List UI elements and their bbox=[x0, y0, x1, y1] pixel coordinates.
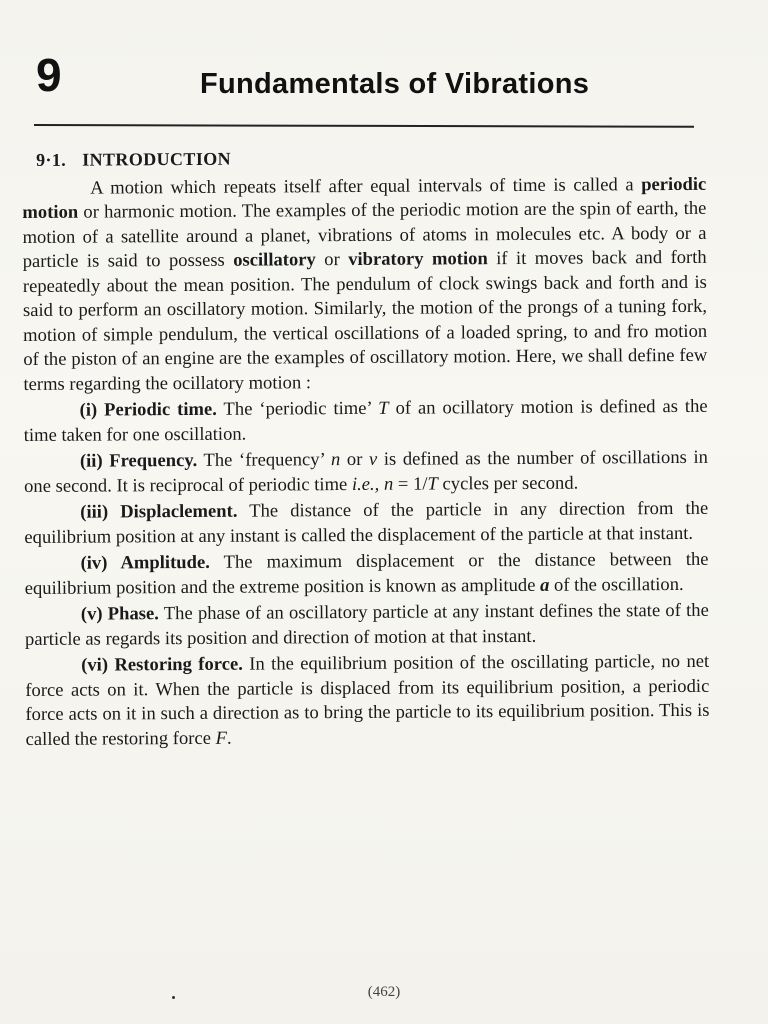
section-title: INTRODUCTION bbox=[82, 148, 232, 170]
print-speck bbox=[172, 996, 175, 999]
intro-text-2: or harmonic motion. The examples of the periodic motion are the spin of earth, the motion of a satellite around a planet, vibrations of atoms in molecules etc. A body or a particle is said to possess bbox=[22, 197, 707, 272]
equation-text: = 1/ bbox=[393, 473, 428, 495]
definition-term: (v) Phase. bbox=[80, 603, 159, 625]
term-periodic-motion: periodic motion bbox=[22, 173, 707, 223]
definition-text: The phase of an oscillatory particle at any instant defines the state of the particle as regards its position and direction of motion at that instant. bbox=[24, 599, 709, 650]
definition-term: (i) Periodic time. bbox=[79, 398, 217, 421]
variable-F: F bbox=[215, 727, 228, 749]
definition-text: The maximum displacement or the distance between the equilibrium position and the extreme position is known as amplitude bbox=[24, 548, 709, 599]
term-oscillatory: oscillatory bbox=[233, 249, 316, 271]
chapter-title: Fundamentals of Vibrations bbox=[200, 68, 590, 100]
definition-phase bbox=[25, 599, 709, 652]
definition-text: is defined as the number of oscillations in one second. It is reciprocal of periodic time bbox=[24, 446, 708, 497]
variable-n: n bbox=[330, 449, 341, 471]
definition-term: (ii) Frequency. bbox=[79, 449, 198, 472]
variable-T: T bbox=[378, 397, 389, 419]
definition-amplitude bbox=[24, 548, 708, 601]
term-vibratory-motion: vibratory motion bbox=[348, 248, 488, 271]
variable-a: a bbox=[540, 574, 550, 596]
intro-paragraph bbox=[22, 172, 707, 397]
header-rule bbox=[34, 124, 694, 128]
definition-term: (vi) Restoring force. bbox=[81, 653, 243, 676]
ie-abbreviation: i.e., bbox=[351, 473, 380, 495]
intro-text-3: or bbox=[315, 249, 349, 271]
intro-text-1: A motion which repeats itself after equal intervals of time is called a bbox=[90, 173, 642, 199]
definition-text: or bbox=[340, 448, 370, 471]
definition-text: of an ocillatory motion is defined as the time taken for one oscillation. bbox=[23, 395, 708, 446]
definition-text: cycles per second. bbox=[437, 472, 579, 494]
chapter-body bbox=[22, 144, 710, 752]
definition-frequency bbox=[24, 446, 708, 499]
intro-text-4: if it moves back and forth repeatedly about the mean position. The pendulum of clock swings back and forth and is said to perform an oscillatory motion. Similarly, the motion of the prongs of a tuning fork, motion of simple pendulum, the vertical oscillations of a loaded spring, to and fro motion of the piston of an engine are the examples of oscillatory motion. Here, we shall define few terms regarding the ocillatory motion : bbox=[22, 246, 708, 395]
definition-displacement bbox=[24, 497, 708, 550]
equation-n: n bbox=[383, 473, 394, 495]
definition-text: The ‘periodic time’ bbox=[216, 397, 379, 420]
definition-term: (iii) Displaclement. bbox=[80, 500, 238, 523]
definition-text: . bbox=[226, 727, 232, 749]
equation-T: T bbox=[427, 472, 438, 495]
definition-text: The distance of the particle in any direction from the equilibrium position at any instant is called the displacement of the particle at that instant. bbox=[24, 497, 709, 548]
definition-term: (iv) Amplitude. bbox=[80, 551, 210, 574]
definition-text: In the equilibrium position of the oscillating particle, no net force acts on it. When the particle is displaced from its equilibrium position, a periodic force acts on it in such a direction as to bring the particle to its equilibrium position. This is called the restoring force bbox=[25, 650, 710, 750]
definition-restoring-force bbox=[25, 650, 710, 752]
definition-periodic-time bbox=[24, 395, 708, 448]
chapter-number: 9 bbox=[36, 49, 62, 101]
definition-text: of the oscillation. bbox=[549, 573, 684, 596]
section-heading bbox=[22, 144, 706, 173]
definition-text: The ‘frequency’ bbox=[197, 449, 332, 471]
page-number: (462) bbox=[367, 984, 401, 1000]
variable-v: v bbox=[368, 448, 378, 470]
section-number: 9·1. bbox=[36, 149, 67, 170]
